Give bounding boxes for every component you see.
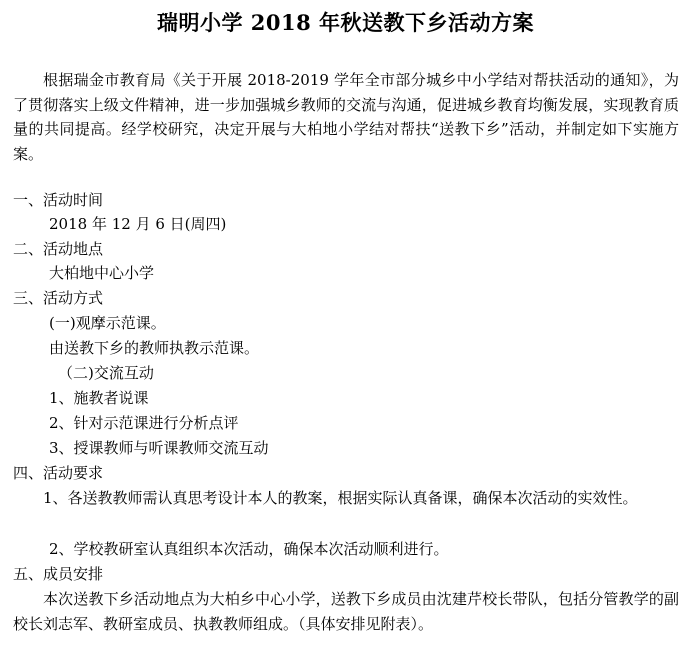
section-heading-members: 五、成员安排 <box>13 565 104 583</box>
activity-location: 大柏地中心小学 <box>49 264 155 282</box>
method-subheading-exchange: （二)交流互动 <box>58 364 154 382</box>
requirement-item: 1、各送教教师需认真思考设计本人的教案，根据实际认真备课，确保本次活动的实效性。 <box>43 489 638 507</box>
section-heading-location: 二、活动地点 <box>13 240 104 258</box>
activity-date: 2018 年 12 月 6 日(周四) <box>49 215 227 233</box>
members-paragraph: 本次送教下乡活动地点为大柏乡中心小学，送教下乡成员由沈建芹校长带队，包括分管教学的副校长刘志军、教研室成员、执教教师组成。（具体安排见附表）。 <box>13 590 679 633</box>
document-title: 瑞明小学 2018 年秋送教下乡活动方案 <box>156 10 535 35</box>
section-heading-requirements: 四、活动要求 <box>13 464 104 482</box>
requirement-item: 2、学校教研室认真组织本次活动，确保本次活动顺利进行。 <box>49 540 449 558</box>
intro-paragraph: 根据瑞金市教育局《关于开展 2018-2019 学年全市部分城乡中小学结对帮扶活动的通知》，为了贯彻落实上级文件精神，进一步加强城乡教师的交流与沟通，促进城乡教育均衡发展，实现教育质量的共同提高。经学校研究，决定开展与大柏地小学结对帮扶“送教下乡”活动，并制定如下实施方案。 <box>13 71 679 163</box>
method-subheading-demo: (一)观摩示范课。 <box>49 314 166 332</box>
method-item: 2、针对示范课进行分析点评 <box>49 414 239 432</box>
method-item: 3、授课教师与听课教师交流互动 <box>49 439 269 457</box>
section-heading-method: 三、活动方式 <box>13 289 104 307</box>
section-heading-time: 一、活动时间 <box>13 191 104 209</box>
method-item: 1、施教者说课 <box>49 389 149 407</box>
method-demo-text: 由送教下乡的教师执教示范课。 <box>49 339 260 357</box>
